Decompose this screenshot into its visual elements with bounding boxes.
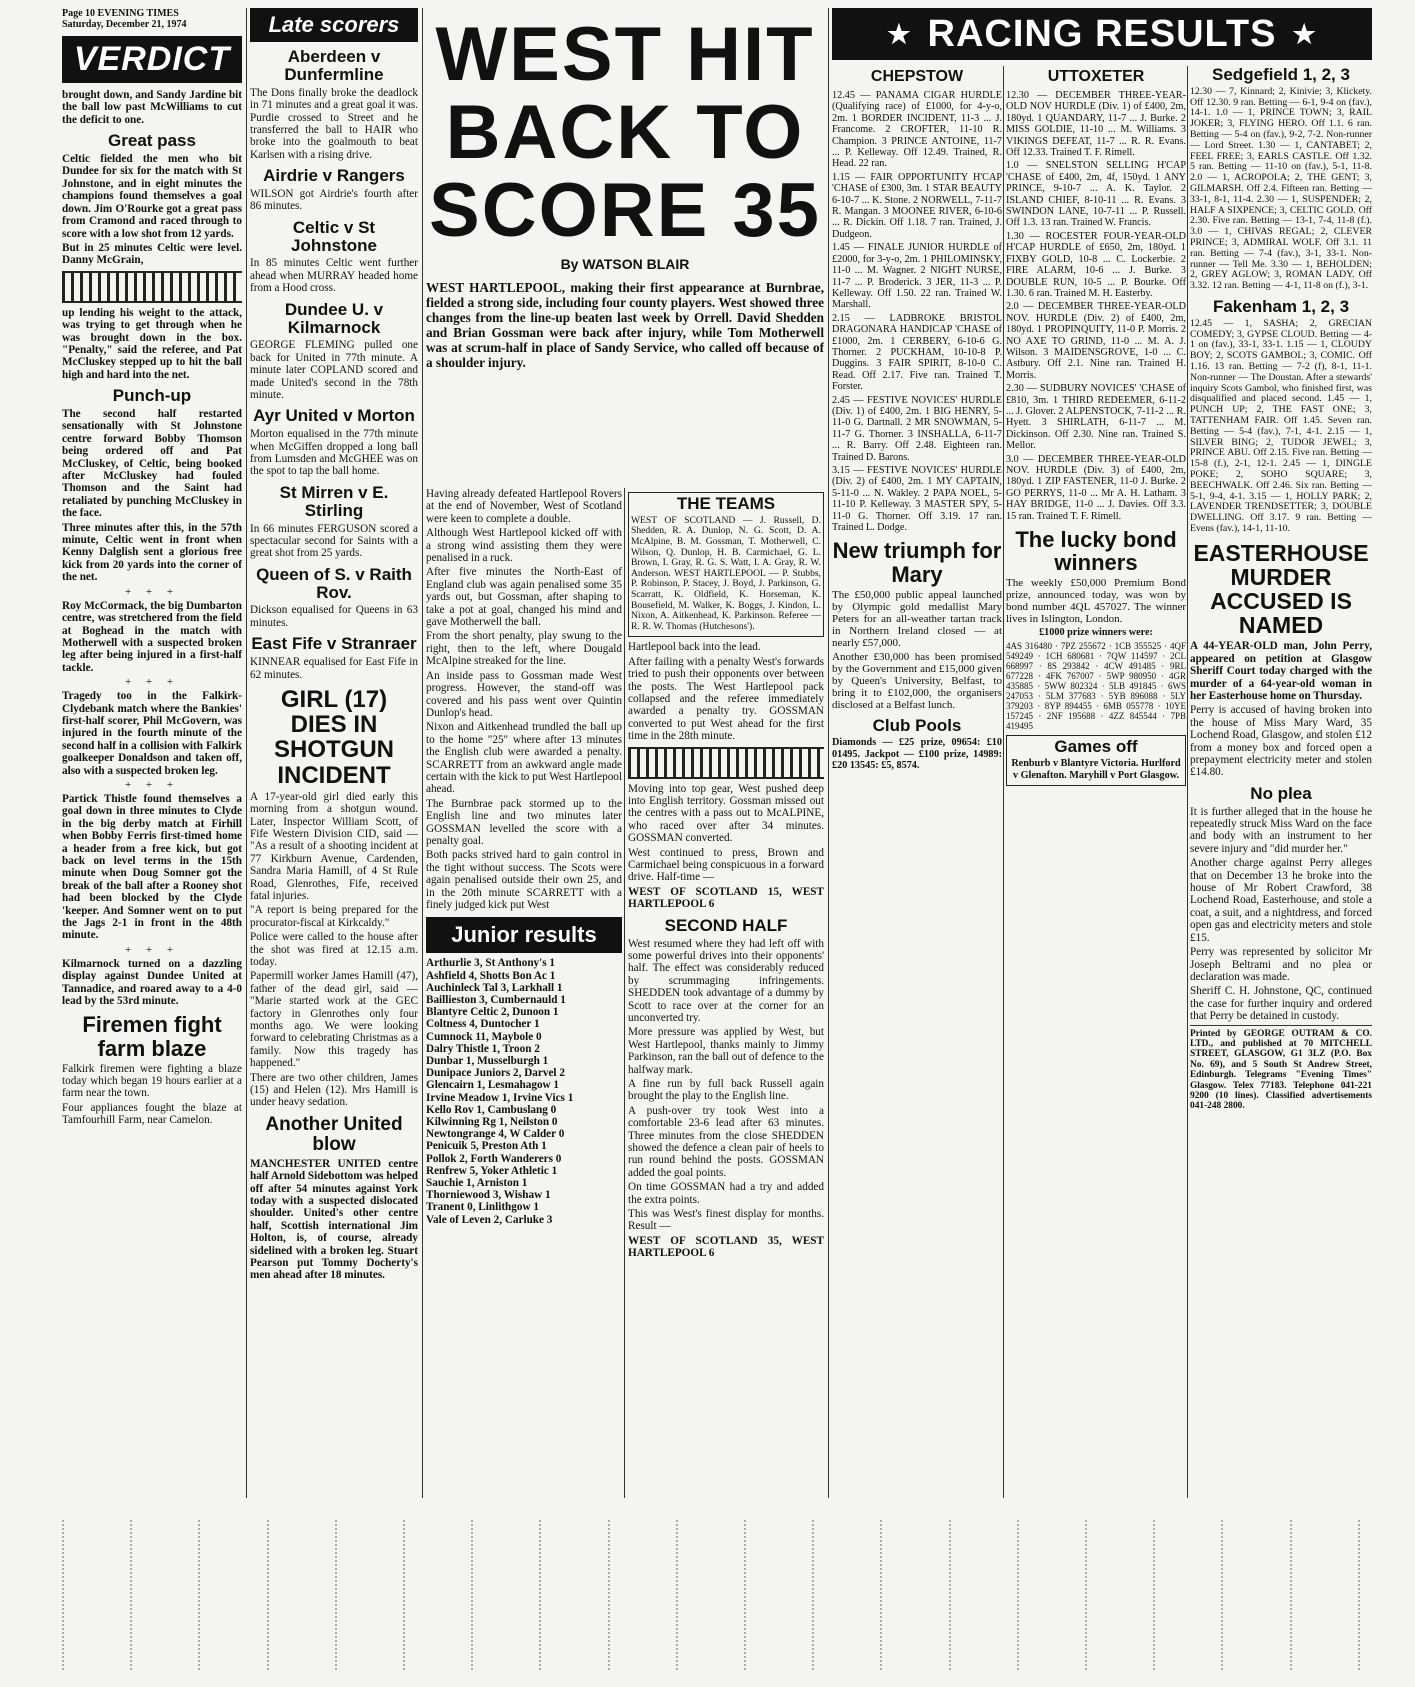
- race-result: 1.15 — FAIR OPPORTUNITY H'CAP 'CHASE of £300, 3m. 1 STAR BEAUTY 6-10-7 ... K. Stone. 2 NORWELL, 7-11-7 R. Mangan. 3 MOONEE RIVER, 6-10-6 ... R. Dickin. Off 1.18. 7 ran. Trained, J. Dudgeon.: [832, 171, 1002, 240]
- column-rule: [422, 8, 423, 1498]
- verdict-banner: VERDICT: [62, 36, 242, 83]
- race-result: 2.15 — LADBROKE BRISTOL DRAGONARA HANDICAP 'CHASE of £1000, 2m. 1 CERBERY, 6-10-6 G. Thorner. 2 PUCKHAM, 10-10-8 P. Duggins. 3 FAIR SPIRIT, 8-10-0 C. Read. Off 2.17. Five ran. Trained T. Forster.: [832, 312, 1002, 393]
- faded-text: [403, 1520, 417, 1670]
- paragraph: It is further alleged that in the house he repeatedly struck Miss Ward on the face and body with an instrument to her severe injury and "did murder her.": [1190, 805, 1372, 855]
- subheading: SECOND HALF: [664, 915, 788, 935]
- paragraph: Another £30,000 has been promised by the Government and £15,000 given by Queen's University, Belfast, to bring it to £102,000, the organisers disclosed at a Belfast lunch.: [832, 650, 1002, 711]
- subheading: Punch-up: [112, 386, 192, 406]
- games-off-box: [1006, 735, 1186, 787]
- headline-girl-dies: GIRL (17) DIES IN SHOTGUN INCIDENT: [274, 685, 394, 789]
- divider-stars: + + +: [124, 778, 180, 791]
- race-result: 2.0 — DECEMBER THREE-YEAR-OLD NOV. HURDLE (Div. 2) of £400, 2m, 180yd. 1 PROPINQUITY, 11-0 P. Morris. 2 NO AXE TO GRIND, 11-0 ... M. A. J. Wilson. 3 MAIDENSGROVE, 1-0 ... C. Astbury. Off 2.1. Nine ran. Trained H. Morris.: [1006, 301, 1186, 381]
- result-line: Newtongrange 4, W Calder 0: [426, 1128, 565, 1141]
- paragraph: MANCHESTER UNITED centre half Arnold Sidebottom was helped off after 54 minutes against York today with a suspected dislocated shoulder. United's other centre half, Scottish international Jim Holton, is, of course, already sidelined with a broken leg. Stuart Pearson put Tommy Docherty's men ahead after 18 minutes.: [250, 1157, 418, 1282]
- race-result: 3.0 — DECEMBER THREE-YEAR-OLD NOV. HURDLE (Div. 3) of £400, 2m, 180yd. 1 ZIP FASTENER, 11-0 J. Burke. 2 GO PERRYS, 11-0 ... Mr A. H. Latham. 3 HAY BRIDGE, 11-0 ... J. Davies. Off 3.3. 15 ran. Trained T. F. Rimell.: [1006, 453, 1186, 522]
- chepstow-column: [832, 66, 1002, 774]
- match-report: WILSON got Airdrie's fourth after 86 minutes.: [250, 187, 418, 213]
- headline-mary-peters: New triumph for Mary: [832, 538, 1002, 587]
- column-rule: [1187, 66, 1188, 1498]
- result-line: Baillieston 3, Cumbernauld 1: [426, 994, 566, 1007]
- divider-stars: + + +: [124, 585, 180, 598]
- faded-text: [880, 1520, 894, 1670]
- paragraph: Partick Thistle found themselves a goal down in three minutes to Clyde in the big derby match at Firhill when Bobby Ferris first-timed home a header from a free kick, but got back on level terms in the 15th minute when Doug Somner got the break of the ball after a Rooney shot had been blocked by the Clyde 'keeper. And Somner went on to put the Jags 2-1 in front in the 48th minute.: [62, 792, 242, 942]
- meeting-heading: UTTOXETER: [1047, 68, 1145, 85]
- paragraph: Roy McCormack, the big Dumbarton centre, was stretchered from the field at Boghead in the match with Motherwell with a suspected broken leg after being injured in a first-half tackle.: [62, 599, 242, 674]
- paragraph: Celtic fielded the men who bit Dundee for six for the match with St Johnstone, and in eight minutes the champions found themselves a goal down. Jim O'Rourke got a great pass from Cramond and raced through to score with a low shot from 12 yards.: [62, 153, 242, 240]
- match-heading: Ayr United v Morton: [253, 406, 415, 426]
- match-heading: Aberdeen v Dunfermline: [284, 47, 384, 84]
- star-icon: ★: [1292, 18, 1317, 49]
- star-icon: ★: [887, 18, 912, 49]
- paragraph: The weekly £50,000 Premium Bond prize, announced today, was won by bond number 4QL 457027. The winner lives in Islington, London.: [1006, 577, 1186, 626]
- games-off-list: Renburb v Blantyre Victoria. Hurlford v Glenafton. Maryhill v Port Glasgow.: [1011, 758, 1181, 781]
- byline: By WATSON BLAIR: [560, 256, 690, 272]
- teams-list: WEST OF SCOTLAND — J. Russell, D. Shedden, R. A. Dunlop, N. G. Scott, D. A. McAlpine, B. M. Gossman, T. Motherwell, C. Wilson, Q. Dunlop, H. B. Carmichael, G. L. Brown, I. Gray, R. G. S. Watt, I. A. Gray, R. W. Anderson. WEST HARTLEPOOL — P. Stubbs, P. Robinson, P. Stacey, J. Boyd, J. Parkinson, G. Scarratt, K. Oldfield, K. Horseman, K. Bousefield, M. Walker, K. Boggs, J. Kindon, L. Nixon, A. Aitkenhead, K. Parkinson. Referee — R. R. W. Thomas (Hutchesons').: [631, 514, 821, 632]
- faded-text: [744, 1520, 758, 1670]
- club-pools-results: Diamonds — £25 prize, 09654: £10 01495. Jackpot — £100 prize, 14989: £20 13545: £5, 8574.: [832, 737, 1002, 772]
- faded-text: [1358, 1520, 1372, 1670]
- match-report: In 66 minutes FERGUSON scored a spectacular second for Saints with a great shot from 25 yards.: [250, 522, 418, 560]
- racing-title: RACING RESULTS: [927, 12, 1277, 55]
- bond-subheading: £1000 prize winners were:: [1039, 627, 1153, 639]
- paragraph: After five minutes the North-East of England club was again penalised some 35 yards out, but Gossman, after shaping to take a pot at goal, changed his mind and gave Motherwell the ball.: [426, 566, 622, 629]
- page-number: Page 10: [62, 8, 96, 19]
- faded-text: [1085, 1520, 1099, 1670]
- paragraph: The second half restarted sensationally with St Johnstone centre forward Bobby Thomson being ordered off and Pat McCluskey, of Celtic, being booked after McCluskey had fouled Thomson and the Saint had retaliated by punching McCluskey in the face.: [62, 408, 242, 520]
- late-scorers-column: [250, 8, 418, 1284]
- result-line: Tranent 0, Linlithgow 1: [426, 1201, 539, 1214]
- paragraph: The £50,000 public appeal launched by Olympic gold medallist Mary Peters for an all-weather tartan track in Northern Ireland closed — at nearly £57,000.: [832, 588, 1002, 649]
- paragraph: Kilmarnock turned on a dazzling display against Dundee United at Tannadice, and roared away to a 4-0 lead by the 53rd minute.: [62, 957, 242, 1008]
- race-results: 12.30 — 7, Kinnard; 2, Kinivie; 3, Klickety. Off 12.30. 9 ran. Betting — 6-1, 9-4 on (fav.), 14-1. 1.0 — 1, PRINCE TOWN; 3, RAIL JOKER; 3, FLYING HERO. Off 1.1. 6 ran. Betting — 5-4 on (fav.), 9-2, 7-2. Non-runner — Lord Street. 1.30 — 1, CANTABET; 2, FEEL FREE; 3, EARLS CASTLE. Off 1.32. 5 ran. Betting — 11-10 on (fav.), 5-1, 11-8. 2.0 — 1, ACROPOLA; 2, THE GENT; 3, GILMARSH. Off 2.4. Fifteen ran. Betting — 33-1, 8-1, 11-4. 2.30 — 1, SUSPENDER; 2, HALF A SIXPENCE; 3, CELTIC GOLD. Off 2.30. Five ran. Betting — 13-1, 7-4, 11-8 (f.). 3.0 — 1, CHIVAS REGAL; 2, CLEVER PRINCE; 3, ADMIRAL WOLF. Off 3.1. 11 ran. Betting — 7-4 (fav.), 3-1, 33-1. Non-runner — Tell Me. 3.30 — 1, BEHOLDEN; 2, GREY AGLOW; 3, ROMAN LADY. Off 3.32. 12 ran. Betting — 4-1, 11-8 on (f.), 3-1.: [1190, 85, 1372, 292]
- match-heading: Dundee U. v Kilmarnock: [284, 299, 384, 337]
- match-heading: St Mirren v E. Stirling: [279, 482, 389, 520]
- paper-name: EVENING TIMES: [97, 8, 179, 19]
- faded-text: [62, 1520, 76, 1670]
- paragraph: Falkirk firemen were fighting a blaze today which began 19 hours earlier at a farm near the town.: [62, 1062, 242, 1100]
- paragraph: Perry is accused of having broken into the house of Miss Mary Ward, 35 Lochend Road, Glasgow, and stolen £12 from a money box and forced open a prepayment electricity meter and stolen £14.80.: [1190, 704, 1372, 779]
- faded-text: [812, 1520, 826, 1670]
- match-heading: East Fife v Stranraer: [251, 634, 417, 654]
- paragraph: A push-over try took West into a comfortable 23-6 lead after 63 minutes. Three minutes from the close SHEDDEN showed the defence a clean pair of heels to run round behind the posts. GOSSMAN added the goal points.: [628, 1104, 824, 1179]
- page-masthead: [62, 8, 242, 30]
- result-line: Pollok 2, Forth Wanderers 0: [426, 1152, 562, 1165]
- lead-intro: WEST HARTLEPOOL, making their first appearance at Burnbrae, fielded a strong side, including four county players. West showed three changes from the line-up beaten last week by Orrell. David Shedden and Brian Gossman were back after injury, while Tom Motherwell was at scrum-half in place of Sandy Service, who called off because of a shoulder injury.: [426, 280, 824, 370]
- paragraph: West resumed where they had left off with some powerful drives into their opponents' half. The effect was considerably reduced by scrummaging infringements. SHEDDEN took advantage of a dummy by Scott to race over at the corner for an unconverted try.: [628, 937, 824, 1024]
- faded-text: [198, 1520, 212, 1670]
- result-line: Ashfield 4, Shotts Bon Ac 1: [426, 969, 556, 982]
- headline-murder: EASTERHOUSE MURDER ACCUSED IS NAMED: [1193, 539, 1369, 639]
- meeting-heading: Fakenham 1, 2, 3: [1212, 296, 1350, 316]
- paragraph: West continued to press, Brown and Carmichael being conspicuous in a forward drive. Half-time —: [628, 846, 824, 884]
- result-line: Auchinleck Tal 3, Larkhall 1: [426, 981, 563, 994]
- result-line: Dunbar 1, Musselburgh 1: [426, 1055, 549, 1068]
- printer-imprint: Printed by GEORGE OUTRAM & CO. LTD., and published at 70 MITCHELL STREET, GLASGOW, G1 3LZ (P.O. Box No. 69), and 5 South St Andrew Street, Edinburgh. Telegrams "Evening Times" Glasgow. Telex 77183. Telephone 041-221 9200 (10 lines). Classified advertisements 041-248 2800.: [1190, 1025, 1372, 1112]
- result-line: Glencairn 1, Lesmahagow 1: [426, 1079, 560, 1092]
- race-result: 12.45 — PANAMA CIGAR HURDLE (Qualifying race) of £1000, for 4-y-o, 2m. 1 BORDER INCIDENT, 11-3 ... J. Francome. 2 CROFTER, 11-10 R. Champion. 3 PRINCE ANTOINE, 11-7 ... P. Kelleway. Off 12.49. Trained, R. Head. 22 ran.: [832, 90, 1002, 170]
- teams-heading: THE TEAMS: [676, 494, 776, 513]
- headline-premium-bond: The lucky bond winners: [1015, 527, 1177, 576]
- club-pools-heading: Club Pools: [872, 715, 962, 735]
- match-report: In 85 minutes Celtic went further ahead when MURRAY headed home from a Hood cross.: [250, 257, 418, 295]
- meeting-heading: CHEPSTOW: [870, 68, 964, 85]
- result-line: Penicuik 5, Preston Ath 1: [426, 1140, 547, 1153]
- page-date: Saturday, December 21, 1974: [62, 19, 187, 30]
- faded-text: [1017, 1520, 1031, 1670]
- faded-text: [471, 1520, 485, 1670]
- faded-text: [608, 1520, 622, 1670]
- uttoxeter-column: [1006, 66, 1186, 790]
- faded-text: [949, 1520, 963, 1670]
- result-line: Blantyre Celtic 2, Dunoon 1: [426, 1006, 559, 1019]
- race-result: 3.15 — FESTIVE NOVICES' HURDLE (Div. 2) of £400, 2m. 1 MY CAPTAIN, 5-11-0 ... N. Wakley. 2 PAPA NOEL, 5-11-10 P. Kelleway. 3 MASTER SPY, 5-11-0 G. Thorner. Off 3.19. 17 ran. Trained L. Dodge.: [832, 465, 1002, 534]
- faded-text: [1221, 1520, 1235, 1670]
- paragraph: There are two other children, James (15) and Helen (12). Mrs Hamill is under heavy sedation.: [250, 1071, 418, 1109]
- result-line: Dunipace Juniors 2, Darvel 2: [426, 1067, 565, 1080]
- faded-text: [267, 1520, 281, 1670]
- paragraph: brought down, and Sandy Jardine bit the ball low past McWilliams to cut the deficit to one.: [62, 89, 242, 126]
- match-report: Morton equalised in the 77th minute when McGiffen dropped a long ball from Lumsden and McGHEE was on the spot to tap the ball home.: [250, 428, 418, 478]
- paragraph: Police were called to the house after the shot was fired at 12.15 a.m. today.: [250, 931, 418, 968]
- paragraph: Although West Hartlepool kicked off with a strong wind assisting them they were penalised in a ruck.: [426, 527, 622, 565]
- paragraph: From the short penalty, play swung to the right, then to the left, where Dougald McAlpine streaked for the line.: [426, 630, 622, 668]
- faded-text: [335, 1520, 349, 1670]
- race-result: 2.30 — SUDBURY NOVICES' 'CHASE of £810, 3m. 1 THIRD REDEEMER, 6-11-2 ... J. Glover. 2 ALPENSTOCK, 7-11-2 ... R. Hyett. 3 SHIRLATH, 6-11-7 ... M. Dickinson. Off 2.30. Nine ran. Trained S. Mellor.: [1006, 383, 1186, 452]
- lead-headline: WEST HIT BACK TO SCORE 35: [429, 12, 821, 253]
- race-result: 1.0 — SNELSTON SELLING H'CAP 'CHASE of £400, 2m, 4f, 150yd. 1 ANY PRINCE, 9-10-7 ... A. K. Taylor. 2 ISLAND CHIEF, 8-10-11 ... R. Evans. 3 SWINDON LANE, 10-7-11 ... P. Russell. Off 1.3. 13 ran. Trained W. Francis.: [1006, 160, 1186, 229]
- paragraph: Having already defeated Hartlepool Rovers at the end of November, West of Scotland were keen to complete a double.: [426, 488, 622, 525]
- result-line: Irvine Meadow 1, Irvine Vics 1: [426, 1091, 574, 1104]
- paragraph: A 17-year-old girl died early this morning from a shotgun wound. Later, Inspector William Scott, of Fife Western Division CID, said — "As a result of a shooting incident at 77 Kirkburn Avenue, Cardenden, Sandra Maria Hamill, of 4 St Rule Road, Glenrothes, Fife, received fatal injuries.: [250, 790, 418, 902]
- result-line: Renfrew 5, Yoker Athletic 1: [426, 1164, 558, 1177]
- result-line: Vale of Leven 2, Carluke 3: [426, 1213, 553, 1226]
- paragraph: Four appliances fought the blaze at Tamfourhill Farm, near Camelon.: [62, 1101, 242, 1127]
- teams-box: [628, 492, 824, 637]
- paragraph: Tragedy too in the Falkirk-Clydebank match where the Bankies' first-half scorer, Phil McGovern, was injured in the fourth minute of the second half in a collision with Falkirk goalkeeper Donaldson and taken off, also with a suspected broken leg.: [62, 690, 242, 777]
- result-line: Kilwinning Rg 1, Neilston 0: [426, 1116, 558, 1129]
- paragraph: Perry was represented by solicitor Mr Joseph Beltrami and no plea or declaration was made.: [1190, 946, 1372, 983]
- result-line: Thorniewood 3, Wishaw 1: [426, 1189, 551, 1202]
- race-result: 1.45 — FINALE JUNIOR HURDLE of £2000, for 3-y-o, 2m. 1 PHILOMINSKY, 11-0 ... M. Wagner. 2 NIGHT NURSE, 11-7 ... P. Broderick. 3 JER, 11-3 ... P. Kelleway. Off 1.50. 22 ran. Trained W. Marshall.: [832, 242, 1002, 311]
- paragraph: Hartlepool back into the lead.: [628, 641, 761, 654]
- faded-text: [676, 1520, 690, 1670]
- football-sketch-image: [62, 271, 242, 303]
- match-report: GEORGE FLEMING pulled one back for United in 77th minute. A minute later COPLAND scored and made United's second in the 78th minute.: [250, 339, 418, 401]
- paragraph: Nixon and Aitkenhead trundled the ball up to the home "25" where after 13 minutes the English club were awarded a penalty. SCARRETT from an awkward angle made certain with the kick to put West Hartlepool ahead.: [426, 721, 622, 796]
- divider-stars: + + +: [124, 943, 180, 956]
- race-result: 12.30 — DECEMBER THREE-YEAR-OLD NOV HURDLE (Div. 1) of £400, 2m, 180yd. 1 QUANDARY, 11-7 ... J. Burke. 2 MISS GOLDIE, 11-10 ... M. Williams. 3 VIKINGS DEFEAT, 11-7 ... R. R. Evans. Off 12.33. Trained T. F. Rimell.: [1006, 90, 1186, 159]
- race-result: 1.30 — ROCESTER FOUR-YEAR-OLD H'CAP HURDLE of £650, 2m, 180yd. 1 FIXBY GOLD, 10-8 ... C. Lockerbie. 2 FIRE ALARM, 10-6 ... J. Burke. 3 DOUBLE RUN, 10-5 ... P. Bourke. Off 1.30. 6 ran. Trained M. H. Easterby.: [1006, 230, 1186, 299]
- race-results: 12.45 — 1, SASHA; 2, GRECIAN COMEDY; 3, GYPSE CLOUD. Betting — 4-1 on (fav.), 33-1, 33-1. 1.15 — 1, CLOUDY BOY; 2, SCOTS GAMBOL; 3, COMIC. Off 1.16. 13 ran. Betting — 7-2 (f), 8-1, 11-1. Non-runner — The Doustan. After a stewards' inquiry Scots Gambol, who finished first, was disqualified and placed second. 1.45 — 1, PUNCH UP; 2, THE FAST ONE; 3, TATTENHAM FAIR. Off 1.45. Seven ran. Betting — 5-4 (fav.), 7-1, 4-1. 2.15 — 1, SILVER BING; 2, TUDOR JEWEL; 3, PRINCE ABU. Off 2.15. Five ran. Betting — 15-8 (f.), 2-1, 12-1. 2.45 — 1, DINGLE POKE; 2, SOHO SQUARE; 3, BEECHWALK. Off 2.46. Six ran. Betting — 5-1, 9-4, 4-1. 3.15 — 1, HOLLY PARK; 2, LAVENDER TRENDSETTER; 3, DOUBLE DWELLING. Off 3.17. 9 ran. Betting — Evens (fav.), 14-1, 11-10.: [1190, 317, 1372, 534]
- subheading: Great pass: [108, 131, 196, 151]
- result-line: Sauchie 1, Arniston 1: [426, 1177, 528, 1190]
- racing-results-banner: [832, 8, 1372, 60]
- paragraph: Papermill worker James Hamill (47), father of the dead girl, said — "Marie started work at the GEC factory in Glenrothes only four months ago. We were looking forward to celebrating Christmas as a family. Now this tragedy has happened.": [250, 970, 418, 1070]
- match-report: Dickson equalised for Queens in 63 minutes.: [250, 604, 418, 629]
- faded-text: [1153, 1520, 1167, 1670]
- paragraph: After failing with a penalty West's forwards tried to push their opponents over between the posts. The West Hartlepool pack collapsed and the referee immediately awarded a penalty try. GOSSMAN converted to put West ahead for the first time in the 28th minute.: [628, 655, 824, 743]
- sedgefield-column: [1190, 66, 1372, 1114]
- headline-firemen: Firemen fight farm blaze: [82, 1012, 222, 1061]
- paragraph: More pressure was applied by West, but West Hartlepool, thanks mainly to Jimmy Parkinson, ran the ball out of defence to the halfway mark.: [628, 1026, 824, 1076]
- paragraph: Sheriff C. H. Johnstone, QC, continued the case for further inquiry and ordered that Perry be detained in custody.: [1190, 985, 1372, 1023]
- paragraph: But in 25 minutes Celtic were level. Danny McGrain,: [62, 241, 242, 267]
- lead-column-right: [628, 488, 824, 1262]
- paragraph: Moving into top gear, West pushed deep into English territory. Gossman missed out the centres with a pass out to McALPINE, who raced over after 34 minutes. GOSSMAN converted.: [628, 782, 824, 845]
- result-line: Coltness 4, Duntocher 1: [426, 1018, 540, 1031]
- headline-united-blow: Another United blow: [265, 1113, 403, 1155]
- paragraph: up lending his weight to the attack, was trying to get through when he was brought down in the box. "Penalty," said the referee, and Pat McCluskey stepped up to hit the ball high and hard into the net.: [62, 306, 242, 381]
- bond-numbers: 4AS 316480 · 7PZ 255672 · 1CB 355525 · 4QF 549249 · 1CH 680681 · 7QW 114597 · 2CL 668997 · 8S 293842 · 4CW 491485 · 9RL 677228 · 4FK 767007 · 5WP 980950 · 4GR 435885 · 5WW 802324 · 5LB 491845 · 6WS 247053 · 5LM 377683 · 5YB 896088 · 5LY 379203 · 8YP 894455 · 6MB 055778 · 10YE 157245 · 2NF 195688 · 4ZZ 845544 · 7PB 419495: [1006, 640, 1186, 731]
- paragraph: An inside pass to Gossman made West progress. However, the stand-off was covered and his pass went over Quintin Dunlop's head.: [426, 669, 622, 719]
- divider-stars: + + +: [124, 676, 180, 689]
- paragraph: A 44-YEAR-OLD man, John Perry, appeared on petition at Glasgow Sheriff Court today charged with the murder of a 64-year-old woman in her Easterhouse home on Thursday.: [1190, 640, 1372, 702]
- junior-results-list: [426, 957, 622, 1225]
- match-report: The Dons finally broke the deadlock in 71 minutes and a great goal it was. Purdie crossed to Street and he transferred the ball to HAIR who broke into the goalmouth to beat Karlsen with a rising drive.: [250, 86, 418, 161]
- games-off-heading: Games off: [1054, 736, 1138, 756]
- late-scorers-banner: Late scorers: [250, 8, 418, 42]
- column-rule: [246, 8, 247, 1498]
- faded-text: [539, 1520, 553, 1670]
- faded-text: [1290, 1520, 1304, 1670]
- column-rule: [828, 8, 829, 1498]
- paragraph: On time GOSSMAN had a try and added the extra points.: [628, 1181, 824, 1206]
- show-through-area: [62, 1520, 1372, 1680]
- match-heading: Queen of S. v Raith Rov.: [256, 564, 412, 602]
- paragraph: A fine run by full back Russell again brought the play to the English line.: [628, 1078, 824, 1103]
- result-line: Kello Rov 1, Cambuslang 0: [426, 1103, 557, 1116]
- result-line: Dalry Thistle 1, Troon 2: [426, 1042, 540, 1055]
- junior-results-banner: Junior results: [426, 917, 622, 953]
- paragraph: "A report is being prepared for the procurator-fiscal at Kirkcaldy.": [250, 904, 418, 929]
- rugby-sketch-image: [628, 747, 824, 779]
- newspaper-page: [62, 8, 1372, 1508]
- half-time-score: WEST OF SCOTLAND 15, WEST HARTLEPOOL 6: [628, 885, 824, 911]
- paragraph: Three minutes after this, in the 57th minute, Celtic went in front when Kenny Dalglish sent a glorious free kick from 20 yards into the corner of the net.: [62, 521, 242, 584]
- final-score: WEST OF SCOTLAND 35, WEST HARTLEPOOL 6: [628, 1234, 824, 1260]
- meeting-heading: Sedgefield 1, 2, 3: [1212, 66, 1350, 84]
- match-report: KINNEAR equalised for East Fife in 62 minutes.: [250, 656, 418, 681]
- paragraph: This was West's finest display for months. Result —: [628, 1208, 824, 1233]
- race-result: 2.45 — FESTIVE NOVICES' HURDLE (Div. 1) of £400, 2m. 1 BIG HENRY, 5-11-0 G. Dartnall. 2 MR SNOWMAN, 5-11-7 G. Thorner. 3 INSHALLA, 6-11-7 ... R. Barry. Off 2.48. Eighteen ran. Trained D. Barons.: [832, 394, 1002, 463]
- result-line: Cumnock 11, Maybole 0: [426, 1030, 542, 1043]
- column-rule: [624, 488, 625, 1498]
- verdict-column: [62, 8, 242, 1129]
- paragraph: Both packs strived hard to gain control in the tight without success. The Scots were again penalised outside their own 25, and in the 20th minute SCARRETT with a finely judged kick put West: [426, 849, 622, 911]
- column-rule: [1003, 66, 1004, 1498]
- faded-text: [130, 1520, 144, 1670]
- subheading: No plea: [1250, 783, 1312, 803]
- result-line: Arthurlie 3, St Anthony's 1: [426, 957, 555, 970]
- match-heading: Celtic v St Johnstone: [291, 217, 377, 255]
- paragraph: Another charge against Perry alleges that on December 13 he broke into the house of Mr Robert Crawford, 38 Lochend Road, Easterhouse, and stole a coat, a suit, and a nightdress, and forced open gas and electricity meters and stole £15.: [1190, 857, 1372, 944]
- paragraph: The Burnbrae pack stormed up to the English line and two minutes later GOSSMAN levelled the score with a penalty goal.: [426, 797, 622, 847]
- lead-column-left: [426, 488, 622, 1226]
- lead-story-header: [426, 8, 824, 372]
- match-heading: Airdrie v Rangers: [263, 166, 405, 186]
